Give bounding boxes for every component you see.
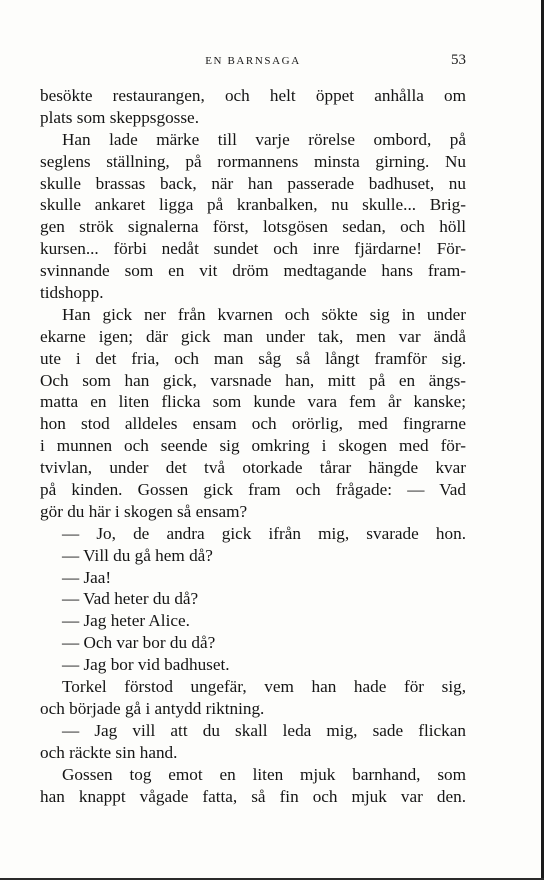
page-header	[40, 52, 466, 72]
text-line: och räckte sin hand.	[40, 742, 178, 762]
text-line: Gossen tog emot en liten mjuk barnhand, som	[62, 764, 466, 784]
dialogue-line: — Vill du gå hem då?	[62, 545, 213, 565]
text-line: svinnande som en vit dröm medtagande hans fram-	[40, 261, 466, 281]
text-line: ekarne igen; där gick man under tak, men var ändå	[40, 326, 466, 346]
text-line: skulle ankaret ligga på kranbalken, nu skulle... Brig-	[40, 195, 466, 215]
text-line: kursen... förbi nedåt sundet och inre fjärdarne! För-	[40, 239, 466, 259]
page-number: 53	[451, 52, 466, 68]
text-line: på kinden. Gossen gick fram och frågade: — Vad	[40, 480, 466, 500]
text-line: plats som skeppsgosse.	[40, 107, 199, 127]
text-line: Och som han gick, varsnade han, mitt på en ängs-	[40, 370, 466, 390]
text-line: gör du här i skogen så ensam?	[40, 501, 248, 521]
text-line: besökte restaurangen, och helt öppet anhålla om	[40, 86, 466, 105]
dialogue-line: — Och var bor du då?	[62, 633, 216, 653]
running-title: EN BARNSAGA	[205, 55, 301, 67]
text-line: skulle brassas back, när han passerade badhuset, nu	[40, 173, 466, 193]
dialogue-line: — Jaa!	[62, 567, 112, 587]
text-line: tidshopp.	[40, 283, 104, 303]
dialogue-line: — Jag bor vid badhuset.	[62, 655, 230, 675]
text-line: han knappt vågade fatta, så fin och mjuk var den.	[40, 786, 466, 806]
text-line: seglens ställning, på rormannens minsta girning. Nu	[40, 151, 466, 171]
dialogue-line: — Jag vill att du skall leda mig, sade flickan	[62, 720, 466, 740]
text-line: Han gick ner från kvarnen och sökte sig in under	[62, 304, 466, 324]
body-text	[40, 85, 466, 807]
text-line: ute i det fria, och man såg så långt framför sig.	[40, 348, 466, 368]
text-line: matta en liten flicka som kunde vara fem år kanske;	[40, 392, 466, 412]
dialogue-line: — Jag heter Alice.	[62, 611, 190, 631]
text-line: Torkel förstod ungefär, vem han hade för sig,	[62, 677, 466, 697]
text-line: i munnen och seende sig omkring i skogen med för-	[40, 436, 466, 456]
text-line: och började gå i antydd riktning.	[40, 698, 265, 718]
dialogue-line: — Jo, de andra gick ifrån mig, svarade hon.	[62, 523, 466, 543]
text-line: tvivlan, under det två otorkade tårar hängde kvar	[40, 458, 466, 478]
text-line: Han lade märke till varje rörelse ombord, på	[62, 129, 466, 149]
text-line: hon stod alldeles ensam och orörlig, med fingrarne	[40, 414, 466, 434]
dialogue-line: — Vad heter du då?	[62, 589, 199, 609]
text-line: gen strök signalerna först, lotsgösen sedan, och höll	[40, 217, 466, 237]
